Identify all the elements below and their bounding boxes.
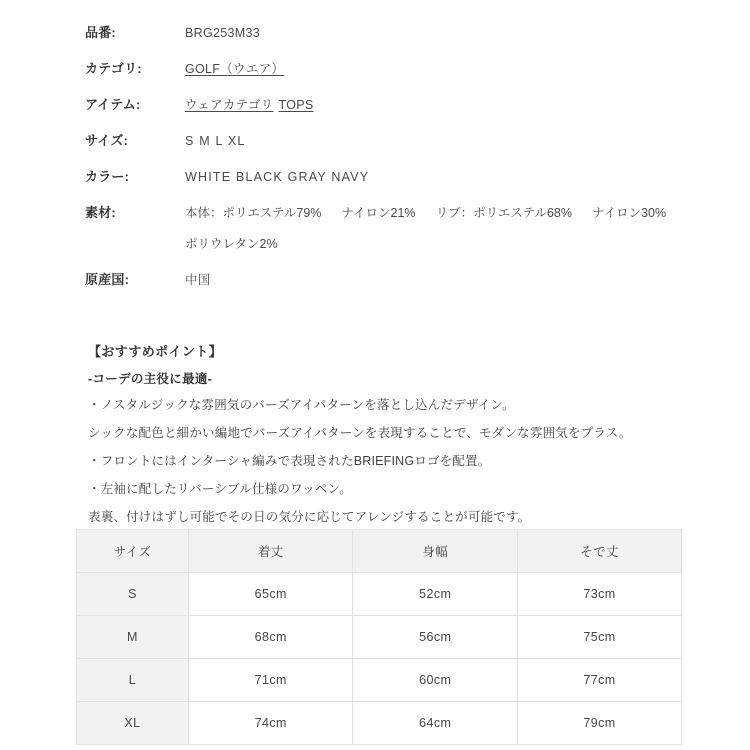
recommend-line-2: シックな配色と細かい編地でバーズアイパターンを表現することで、モダンな雰囲気をプラス。: [88, 426, 632, 440]
spec-value-product-code: BRG253M33: [185, 26, 260, 40]
spec-value-item: [185, 96, 314, 114]
spec-value-category: [185, 60, 284, 78]
material-line-1: [185, 204, 666, 222]
spec-label-material: 素材:: [85, 205, 116, 220]
size-table-header-row: [77, 530, 682, 573]
width-cell-m: 56cm: [353, 616, 518, 659]
size-table: [76, 529, 682, 745]
spec-label-color: カラー:: [85, 169, 130, 184]
table-row: [77, 573, 682, 616]
length-cell-s: 65cm: [188, 573, 353, 616]
size-cell-s: S: [77, 573, 189, 616]
size-table-body: [77, 573, 682, 745]
size-cell-m: M: [77, 616, 189, 659]
size-table-header-size: サイズ: [77, 530, 189, 573]
sleeve-cell-xl: 79cm: [518, 702, 682, 745]
spec-label-origin: 原産国:: [85, 272, 130, 287]
item-link-tops[interactable]: TOPS: [278, 98, 314, 112]
spec-row-color: [85, 168, 685, 186]
table-row: [77, 659, 682, 702]
spec-label-size: サイズ:: [85, 133, 129, 148]
category-link-golf-wear[interactable]: GOLF（ウエア）: [185, 62, 285, 76]
width-cell-xl: 64cm: [353, 702, 518, 745]
length-cell-m: 68cm: [188, 616, 353, 659]
spec-row-origin: [85, 271, 685, 289]
size-cell-xl: XL: [77, 702, 189, 745]
size-table-container: [76, 529, 682, 745]
length-cell-l: 71cm: [188, 659, 353, 702]
material-rib-polyester: リブ：ポリエステル68%: [435, 206, 572, 220]
sleeve-cell-m: 75cm: [518, 616, 682, 659]
spec-value-origin: 中国: [185, 273, 211, 287]
recommend-line-3: ・フロントにはインターシャ編みで表現されたBRIEFINGロゴを配置。: [88, 454, 491, 468]
size-table-header-sleeve: そで丈: [518, 530, 682, 573]
sleeve-cell-s: 73cm: [518, 573, 682, 616]
recommend-subheading: -コーデの主役に最適-: [88, 372, 213, 386]
spec-row-item: [85, 96, 685, 114]
specification-list: [85, 24, 685, 307]
recommend-heading: 【おすすめポイント】: [88, 344, 223, 359]
width-cell-l: 60cm: [353, 659, 518, 702]
size-table-header-length: 着丈: [188, 530, 353, 573]
spec-value-material: [185, 204, 666, 253]
material-body-polyester: 本体：ポリエステル79%: [185, 206, 322, 220]
spec-row-size: [85, 132, 685, 150]
spec-row-material: [85, 204, 685, 253]
spec-label-product-code: 品番:: [85, 25, 116, 40]
size-cell-l: L: [77, 659, 189, 702]
recommend-line-5: 表裏、付けはずし可能でその日の気分に応じてアレンジすることが可能です。: [88, 510, 531, 524]
material-rib-nylon: ナイロン30%: [591, 206, 667, 220]
material-body-nylon: ナイロン21%: [341, 206, 416, 220]
table-row: [77, 616, 682, 659]
spec-value-color: WHITE BLACK GRAY NAVY: [185, 170, 370, 184]
length-cell-xl: 74cm: [188, 702, 353, 745]
spec-label-item: アイテム:: [85, 97, 141, 112]
material-line-2: ポリウレタン2%: [185, 237, 278, 251]
size-table-header-width: 身幅: [353, 530, 518, 573]
recommend-section: [88, 341, 688, 537]
sleeve-cell-l: 77cm: [518, 659, 682, 702]
table-row: [77, 702, 682, 745]
spec-label-category: カテゴリ:: [85, 61, 142, 76]
spec-row-category: [85, 60, 685, 78]
item-link-wear-category[interactable]: ウェアカテゴリ: [185, 98, 274, 112]
recommend-line-4: ・左袖に配したリバーシブル仕様のワッペン。: [88, 482, 352, 496]
width-cell-s: 52cm: [353, 573, 518, 616]
recommend-line-1: ・ノスタルジックな雰囲気のバーズアイパターンを落とし込んだデザイン。: [88, 398, 515, 412]
spec-value-size: S M L XL: [185, 134, 246, 148]
size-table-head: [77, 530, 682, 573]
spec-row-product-code: [85, 24, 685, 42]
